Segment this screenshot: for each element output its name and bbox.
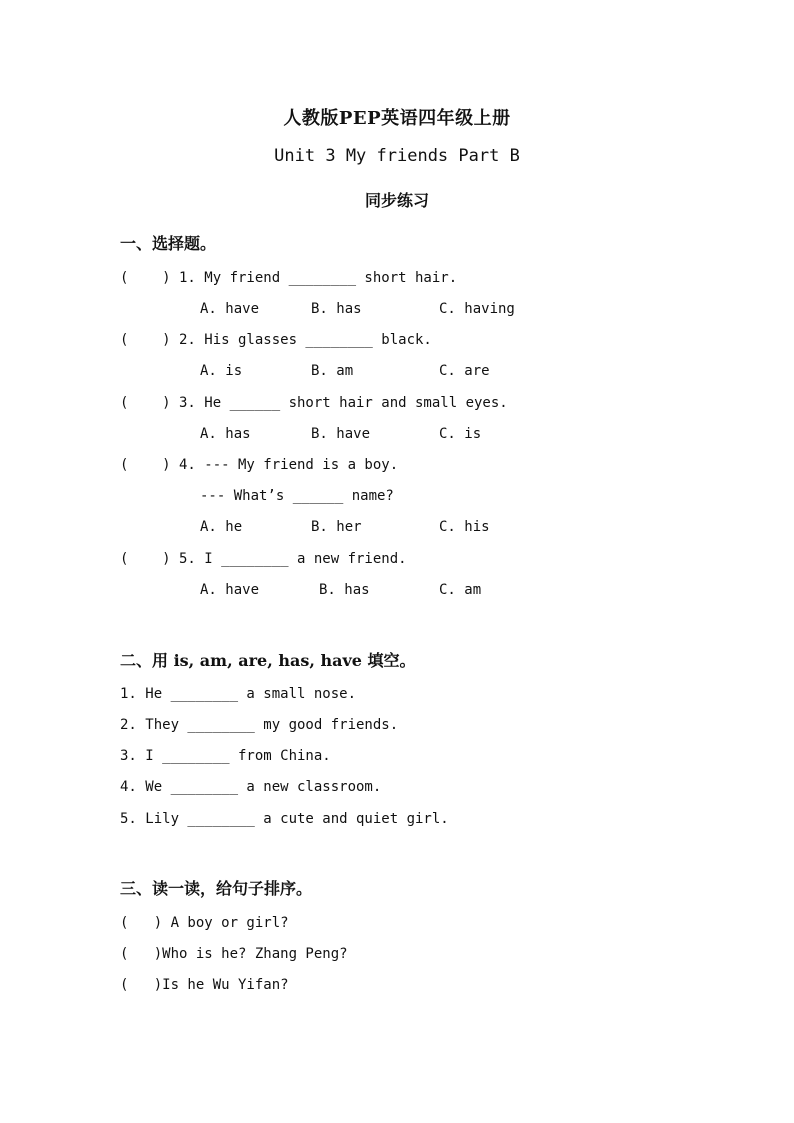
question-3-option-b: B. have xyxy=(311,426,371,442)
fill-item-2: 2. They ________ my good friends. xyxy=(120,717,399,733)
question-4-stem: ( ) 4. --- My friend is a boy. xyxy=(120,457,399,473)
worksheet-title: 人教版PEP英语四年级上册 xyxy=(283,108,511,129)
section-2-heading: 二、用 is, am, are, has, have 填空。 xyxy=(120,651,416,670)
fill-item-1: 1. He ________ a small nose. xyxy=(120,686,357,702)
fill-item-3: 3. I ________ from China. xyxy=(120,748,331,764)
question-5-option-b: B. has xyxy=(319,582,370,598)
unit-title: Unit 3 My friends Part B xyxy=(274,146,520,166)
question-1-option-a: A. have xyxy=(200,301,260,317)
question-5-stem: ( ) 5. I ________ a new friend. xyxy=(120,551,407,567)
question-2-option-c: C. are xyxy=(439,363,490,379)
question-2-option-a: A. is xyxy=(200,363,243,379)
question-3-option-c: C. is xyxy=(439,426,482,442)
question-3-stem: ( ) 3. He ______ short hair and small eyes. xyxy=(120,395,508,411)
question-1-stem: ( ) 1. My friend ________ short hair. xyxy=(120,270,458,286)
order-item-1: ( ) A boy or girl? xyxy=(120,915,289,931)
fill-item-5: 5. Lily ________ a cute and quiet girl. xyxy=(120,811,449,827)
question-2-option-b: B. am xyxy=(311,363,354,379)
order-item-3: ( )Is he Wu Yifan? xyxy=(120,977,289,993)
question-5-option-a: A. have xyxy=(200,582,260,598)
question-4-option-b: B. her xyxy=(311,519,362,535)
question-5-option-c: C. am xyxy=(439,582,482,598)
question-4-option-c: C. his xyxy=(439,519,490,535)
section-3-heading: 三、读一读，给句子排序。 xyxy=(120,879,313,898)
question-1-option-c: C. having xyxy=(439,301,515,317)
question-4-option-a: A. he xyxy=(200,519,243,535)
question-1-option-b: B. has xyxy=(311,301,362,317)
question-4-stem-line-2: --- What’s ______ name? xyxy=(200,488,394,504)
fill-item-4: 4. We ________ a new classroom. xyxy=(120,779,382,795)
section-1-heading: 一、选择题。 xyxy=(120,234,217,253)
worksheet-subtitle: 同步练习 xyxy=(364,191,429,210)
question-3-option-a: A. has xyxy=(200,426,251,442)
question-2-stem: ( ) 2. His glasses ________ black. xyxy=(120,332,432,348)
order-item-2: ( )Who is he? Zhang Peng? xyxy=(120,946,348,962)
